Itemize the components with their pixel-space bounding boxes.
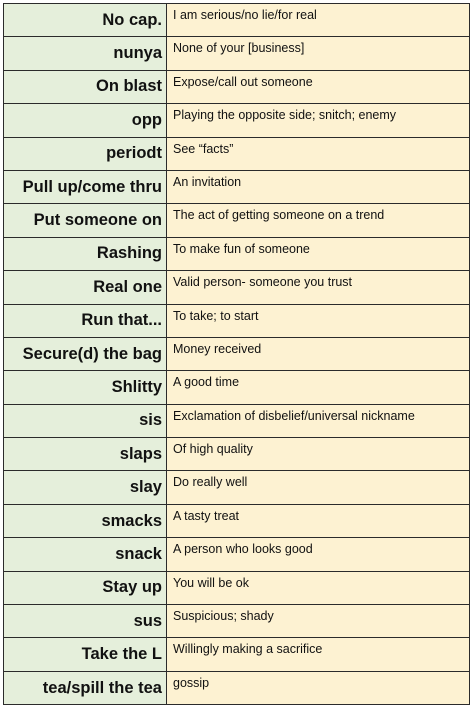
definition-cell: gossip [167,671,470,704]
definition-cell: Expose/call out someone [167,70,470,103]
glossary-body [4,4,470,705]
table-row [4,304,470,337]
term-cell: Put someone on [4,204,167,237]
table-row [4,37,470,70]
term-cell: opp [4,104,167,137]
table-row [4,638,470,671]
definition-cell: A tasty treat [167,504,470,537]
term-cell: On blast [4,70,167,103]
definition-cell: You will be ok [167,571,470,604]
definition-cell: A good time [167,371,470,404]
term-cell: snack [4,538,167,571]
definition-cell: Do really well [167,471,470,504]
definition-cell: None of your [business] [167,37,470,70]
table-row [4,504,470,537]
definition-cell: An invitation [167,170,470,203]
term-cell: No cap. [4,4,167,37]
table-row [4,538,470,571]
table-row [4,170,470,203]
term-cell: Rashing [4,237,167,270]
table-row [4,471,470,504]
definition-cell: Willingly making a sacrifice [167,638,470,671]
definition-cell: Valid person- someone you trust [167,271,470,304]
slang-glossary-table [3,3,470,705]
definition-cell: Suspicious; shady [167,605,470,638]
term-cell: Take the L [4,638,167,671]
term-cell: Secure(d) the bag [4,337,167,370]
term-cell: sis [4,404,167,437]
term-cell: periodt [4,137,167,170]
definition-cell: Playing the opposite side; snitch; enemy [167,104,470,137]
table-row [4,671,470,704]
definition-cell: A person who looks good [167,538,470,571]
table-row [4,605,470,638]
definition-cell: To make fun of someone [167,237,470,270]
definition-cell: See “facts” [167,137,470,170]
term-cell: Shlitty [4,371,167,404]
term-cell: slaps [4,438,167,471]
term-cell: Stay up [4,571,167,604]
term-cell: nunya [4,37,167,70]
table-row [4,104,470,137]
definition-cell: Of high quality [167,438,470,471]
term-cell: Pull up/come thru [4,170,167,203]
table-row [4,337,470,370]
table-row [4,204,470,237]
table-row [4,438,470,471]
definition-cell: The act of getting someone on a trend [167,204,470,237]
table-row [4,70,470,103]
term-cell: tea/spill the tea [4,671,167,704]
table-row [4,571,470,604]
term-cell: Run that... [4,304,167,337]
definition-cell: I am serious/no lie/for real [167,4,470,37]
term-cell: smacks [4,504,167,537]
table-row [4,404,470,437]
definition-cell: To take; to start [167,304,470,337]
definition-cell: Money received [167,337,470,370]
table-row [4,237,470,270]
table-row [4,4,470,37]
term-cell: Real one [4,271,167,304]
definition-cell: Exclamation of disbelief/universal nickname [167,404,470,437]
term-cell: slay [4,471,167,504]
table-row [4,371,470,404]
table-row [4,271,470,304]
table-row [4,137,470,170]
term-cell: sus [4,605,167,638]
